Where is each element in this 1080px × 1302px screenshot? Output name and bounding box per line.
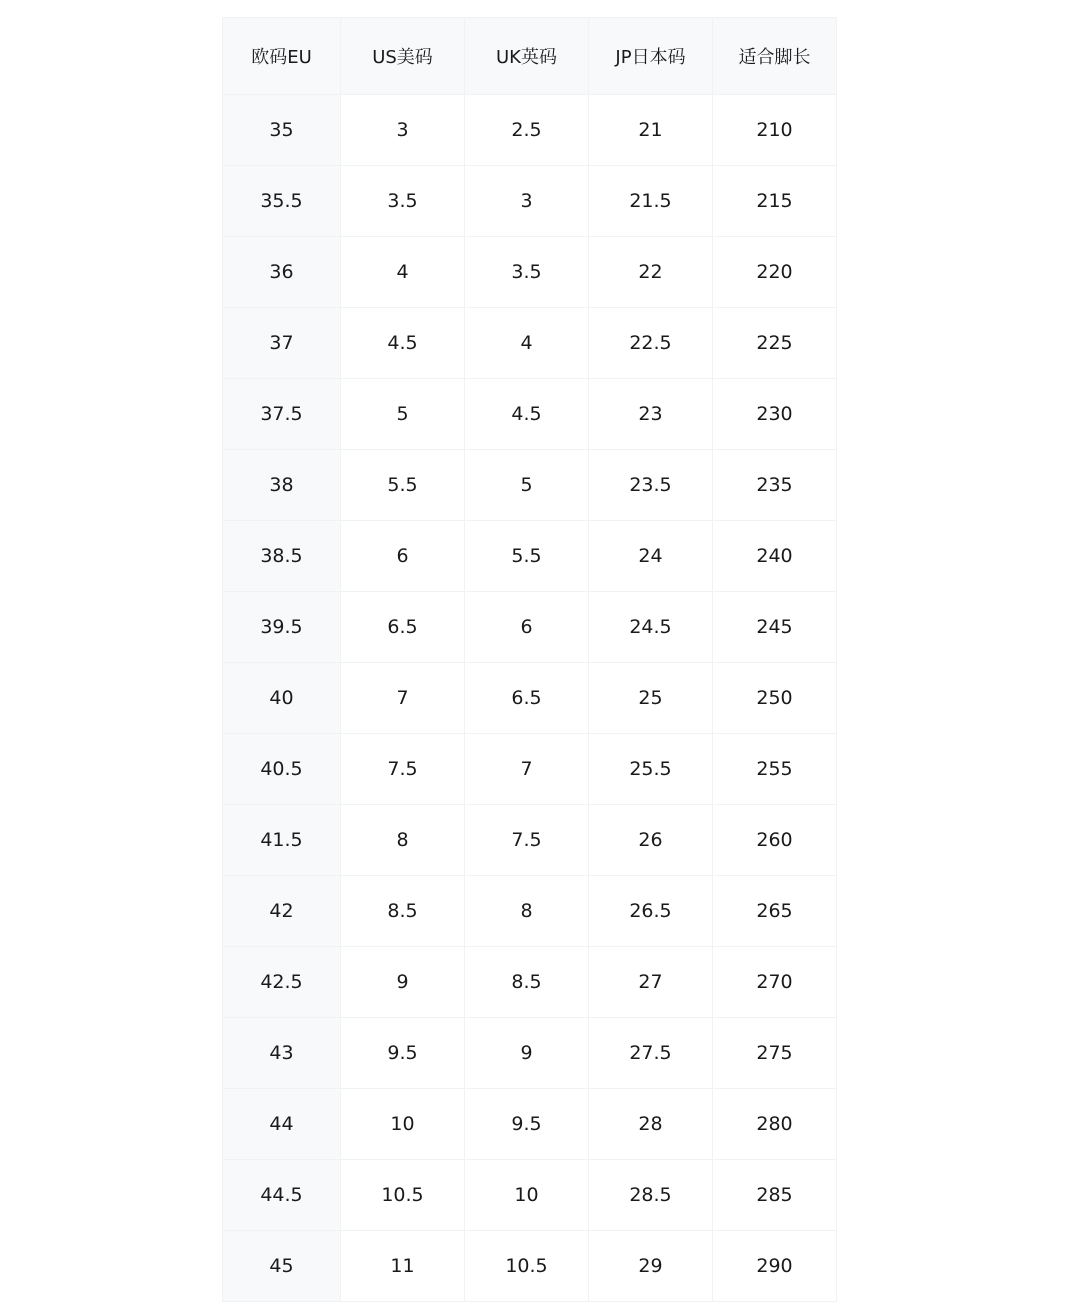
- table-row: [223, 876, 837, 947]
- cell-jp-size: 28: [589, 1089, 713, 1160]
- cell-us-size: 10.5: [341, 1160, 465, 1231]
- cell-us-size: 5: [341, 379, 465, 450]
- cell-jp-size: 21.5: [589, 166, 713, 237]
- cell-uk-size: 6: [465, 592, 589, 663]
- cell-jp-size: 25.5: [589, 734, 713, 805]
- cell-foot-length: 220: [713, 237, 837, 308]
- cell-uk-size: 2.5: [465, 95, 589, 166]
- cell-uk-size: 4: [465, 308, 589, 379]
- cell-us-size: 10: [341, 1089, 465, 1160]
- table-row: [223, 1160, 837, 1231]
- cell-foot-length: 225: [713, 308, 837, 379]
- cell-us-size: 7.5: [341, 734, 465, 805]
- cell-us-size: 5.5: [341, 450, 465, 521]
- cell-eu-size: 40.5: [223, 734, 341, 805]
- cell-foot-length: 215: [713, 166, 837, 237]
- cell-uk-size: 6.5: [465, 663, 589, 734]
- cell-foot-length: 260: [713, 805, 837, 876]
- cell-eu-size: 37: [223, 308, 341, 379]
- cell-us-size: 3: [341, 95, 465, 166]
- cell-uk-size: 7: [465, 734, 589, 805]
- cell-jp-size: 23: [589, 379, 713, 450]
- cell-foot-length: 290: [713, 1231, 837, 1302]
- cell-us-size: 8: [341, 805, 465, 876]
- cell-jp-size: 29: [589, 1231, 713, 1302]
- table-row: [223, 947, 837, 1018]
- cell-foot-length: 245: [713, 592, 837, 663]
- table-row: [223, 450, 837, 521]
- cell-eu-size: 37.5: [223, 379, 341, 450]
- size-chart-table: [222, 17, 837, 1302]
- cell-uk-size: 9: [465, 1018, 589, 1089]
- header-foot-length: 适合脚长: [713, 18, 837, 95]
- table-row: [223, 95, 837, 166]
- cell-uk-size: 3.5: [465, 237, 589, 308]
- cell-eu-size: 40: [223, 663, 341, 734]
- cell-foot-length: 210: [713, 95, 837, 166]
- table-row: [223, 1231, 837, 1302]
- cell-jp-size: 21: [589, 95, 713, 166]
- table-row: [223, 308, 837, 379]
- cell-uk-size: 10.5: [465, 1231, 589, 1302]
- cell-jp-size: 27: [589, 947, 713, 1018]
- cell-foot-length: 230: [713, 379, 837, 450]
- cell-us-size: 6.5: [341, 592, 465, 663]
- cell-eu-size: 45: [223, 1231, 341, 1302]
- cell-jp-size: 22: [589, 237, 713, 308]
- cell-jp-size: 26: [589, 805, 713, 876]
- cell-uk-size: 9.5: [465, 1089, 589, 1160]
- cell-foot-length: 265: [713, 876, 837, 947]
- cell-uk-size: 5: [465, 450, 589, 521]
- cell-foot-length: 275: [713, 1018, 837, 1089]
- cell-us-size: 6: [341, 521, 465, 592]
- table-row: [223, 1089, 837, 1160]
- cell-us-size: 3.5: [341, 166, 465, 237]
- table-row: [223, 521, 837, 592]
- cell-eu-size: 35: [223, 95, 341, 166]
- cell-eu-size: 39.5: [223, 592, 341, 663]
- cell-foot-length: 285: [713, 1160, 837, 1231]
- size-chart-header: [223, 18, 837, 95]
- cell-foot-length: 240: [713, 521, 837, 592]
- header-us-size: US美码: [341, 18, 465, 95]
- cell-jp-size: 26.5: [589, 876, 713, 947]
- table-row: [223, 592, 837, 663]
- cell-uk-size: 10: [465, 1160, 589, 1231]
- cell-foot-length: 270: [713, 947, 837, 1018]
- cell-jp-size: 24: [589, 521, 713, 592]
- header-uk-size: UK英码: [465, 18, 589, 95]
- cell-us-size: 9.5: [341, 1018, 465, 1089]
- cell-uk-size: 8: [465, 876, 589, 947]
- cell-eu-size: 42: [223, 876, 341, 947]
- cell-uk-size: 4.5: [465, 379, 589, 450]
- cell-foot-length: 250: [713, 663, 837, 734]
- cell-uk-size: 5.5: [465, 521, 589, 592]
- cell-eu-size: 44: [223, 1089, 341, 1160]
- cell-us-size: 4.5: [341, 308, 465, 379]
- size-chart-body: [223, 95, 837, 1302]
- cell-us-size: 7: [341, 663, 465, 734]
- cell-foot-length: 255: [713, 734, 837, 805]
- cell-us-size: 11: [341, 1231, 465, 1302]
- table-row: [223, 166, 837, 237]
- cell-uk-size: 3: [465, 166, 589, 237]
- header-eu-size: 欧码EU: [223, 18, 341, 95]
- table-row: [223, 734, 837, 805]
- cell-jp-size: 22.5: [589, 308, 713, 379]
- header-row: [223, 18, 837, 95]
- table-row: [223, 237, 837, 308]
- table-row: [223, 379, 837, 450]
- cell-us-size: 8.5: [341, 876, 465, 947]
- cell-eu-size: 38: [223, 450, 341, 521]
- cell-uk-size: 8.5: [465, 947, 589, 1018]
- cell-eu-size: 36: [223, 237, 341, 308]
- cell-eu-size: 44.5: [223, 1160, 341, 1231]
- cell-foot-length: 280: [713, 1089, 837, 1160]
- cell-jp-size: 25: [589, 663, 713, 734]
- header-jp-size: JP日本码: [589, 18, 713, 95]
- cell-jp-size: 24.5: [589, 592, 713, 663]
- cell-us-size: 4: [341, 237, 465, 308]
- cell-jp-size: 23.5: [589, 450, 713, 521]
- cell-eu-size: 43: [223, 1018, 341, 1089]
- table-row: [223, 663, 837, 734]
- cell-eu-size: 38.5: [223, 521, 341, 592]
- cell-eu-size: 42.5: [223, 947, 341, 1018]
- cell-us-size: 9: [341, 947, 465, 1018]
- cell-uk-size: 7.5: [465, 805, 589, 876]
- cell-foot-length: 235: [713, 450, 837, 521]
- cell-eu-size: 35.5: [223, 166, 341, 237]
- cell-eu-size: 41.5: [223, 805, 341, 876]
- cell-jp-size: 28.5: [589, 1160, 713, 1231]
- table-row: [223, 805, 837, 876]
- table-row: [223, 1018, 837, 1089]
- cell-jp-size: 27.5: [589, 1018, 713, 1089]
